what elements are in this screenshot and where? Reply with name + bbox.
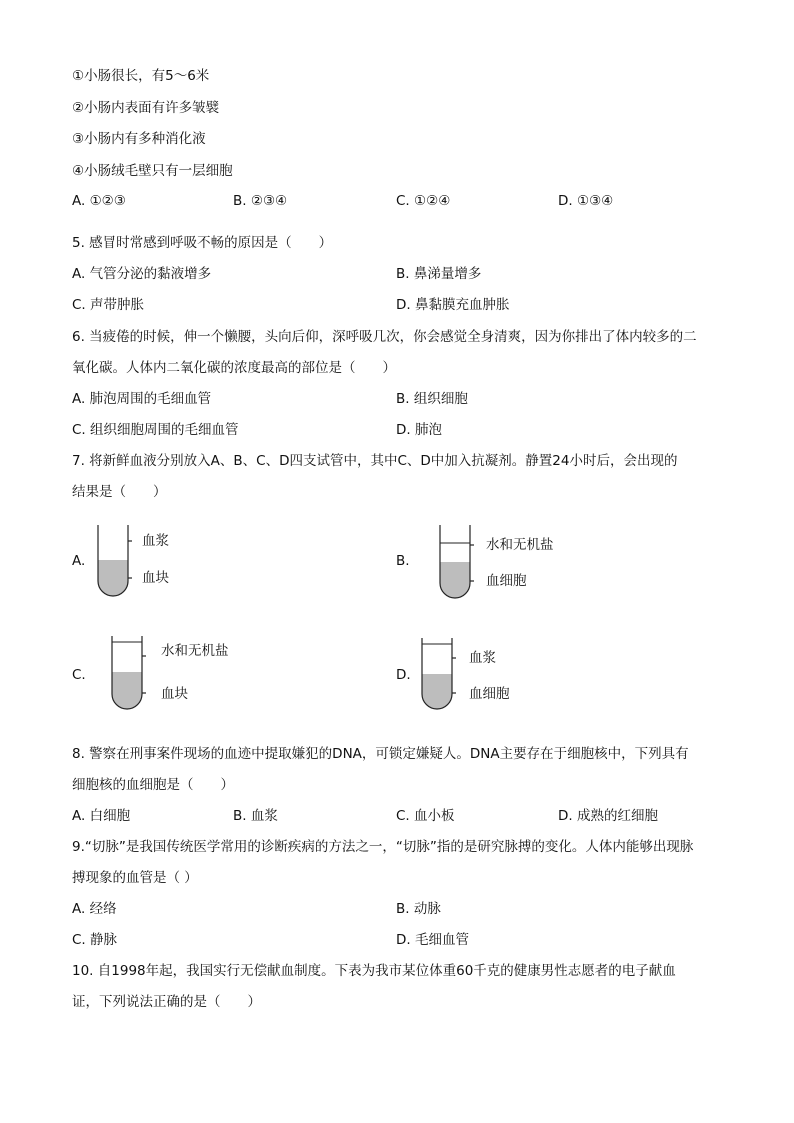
test-tube-a <box>96 525 132 597</box>
figure-d-bottom-label: 血细胞 <box>469 686 510 702</box>
q6-option-a: A. 肺泡周围的毛细血管 <box>72 391 212 407</box>
q6-stem-line1: 6. 当疲倦的时候，伸一个懒腰，头向后仰，深呼吸几次，你会感觉全身清爽，因为你排出了体内较多的二 <box>72 329 697 345</box>
statement-3: ③小肠内有多种消化液 <box>72 131 206 147</box>
q6-stem-line2: 氧化碳。人体内二氧化碳的浓度最高的部位是（ ） <box>72 360 396 376</box>
q7-stem-line2: 结果是（ ） <box>72 484 167 500</box>
q4-option-c: C. ①②④ <box>396 193 451 209</box>
q9-stem-line2: 搏现象的血管是（ ） <box>72 870 198 886</box>
q5-option-c: C. 声带肿胀 <box>72 297 145 313</box>
figure-b-top-label: 水和无机盐 <box>486 537 554 553</box>
q6-option-d: D. 肺泡 <box>396 422 442 438</box>
q8-stem-line1: 8. 警察在刑事案件现场的血迹中提取嫌犯的DNA，可锁定嫌疑人。DNA主要存在于细胞核中，下列具有 <box>72 746 689 762</box>
test-tube-b <box>438 525 474 599</box>
q10-stem-line1: 10. 自1998年起，我国实行无偿献血制度。下表为我市某位体重60千克的健康男性志愿者的电子献血 <box>72 963 676 979</box>
figure-a-bottom-label: 血块 <box>142 570 169 586</box>
q8-option-d: D. 成熟的红细胞 <box>558 808 658 824</box>
figure-c-bottom-label: 血块 <box>161 686 188 702</box>
statement-4: ④小肠绒毛壁只有一层细胞 <box>72 163 233 179</box>
q10-stem-line2: 证，下列说法正确的是（ ） <box>72 994 261 1010</box>
statement-2: ②小肠内表面有许多皱襞 <box>72 100 220 116</box>
q6-option-b: B. 组织细胞 <box>396 391 468 407</box>
q9-option-d: D. 毛细血管 <box>396 932 469 948</box>
test-tube-d <box>420 638 456 710</box>
q7-stem-line1: 7. 将新鲜血液分别放入A、B、C、D四支试管中，其中C、D中加入抗凝剂。静置24小时后，会出现的 <box>72 453 678 469</box>
figure-c-letter: C. <box>72 667 86 683</box>
test-tube-c <box>110 636 146 710</box>
q9-option-c: C. 静脉 <box>72 932 118 948</box>
figure-b-bottom-label: 血细胞 <box>486 573 527 589</box>
q6-option-c: C. 组织细胞周围的毛细血管 <box>72 422 239 438</box>
q5-stem: 5. 感冒时常感到呼吸不畅的原因是（ ） <box>72 235 333 251</box>
q9-option-a: A. 经络 <box>72 901 117 917</box>
q5-option-b: B. 鼻涕量增多 <box>396 266 482 282</box>
q8-option-a: A. 白细胞 <box>72 808 131 824</box>
q5-option-d: D. 鼻黏膜充血肿胀 <box>396 297 510 313</box>
q8-option-c: C. 血小板 <box>396 808 455 824</box>
q4-option-b: B. ②③④ <box>233 193 288 209</box>
q8-stem-line2: 细胞核的血细胞是（ ） <box>72 777 234 793</box>
figure-c-top-label: 水和无机盐 <box>161 643 229 659</box>
figure-a-top-label: 血浆 <box>142 533 169 549</box>
statement-1: ①小肠很长，有5～6米 <box>72 68 210 84</box>
q4-option-d: D. ①③④ <box>558 193 614 209</box>
q9-option-b: B. 动脉 <box>396 901 441 917</box>
q8-option-b: B. 血浆 <box>233 808 278 824</box>
figure-d-letter: D. <box>396 667 411 683</box>
figure-a-letter: A. <box>72 553 86 569</box>
figure-d-top-label: 血浆 <box>469 650 496 666</box>
figure-b-letter: B. <box>396 553 410 569</box>
q4-option-a: A. ①②③ <box>72 193 126 209</box>
q5-option-a: A. 气管分泌的黏液增多 <box>72 266 212 282</box>
q9-stem-line1: 9.“切脉”是我国传统医学常用的诊断疾病的方法之一，“切脉”指的是研究脉搏的变化。人体内能够出现脉 <box>72 839 694 855</box>
